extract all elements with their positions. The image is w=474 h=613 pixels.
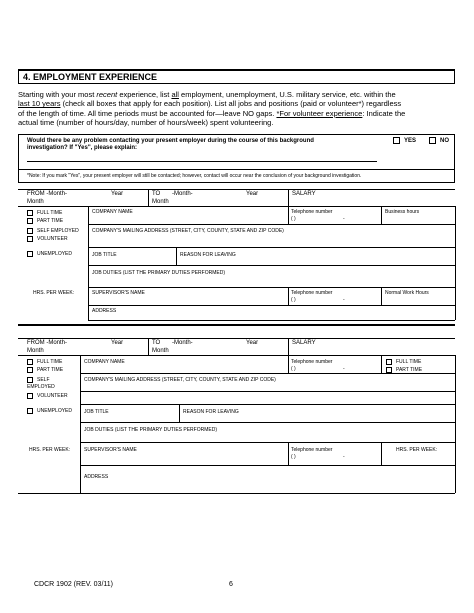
- company-name-label: COMPANY NAME: [84, 359, 125, 365]
- volunteer-checkbox[interactable]: [27, 236, 33, 242]
- business-hours-label: Business hours: [385, 209, 420, 215]
- job-duties-label: JOB DUTIES (LIST THE PRIMARY DUTIES PERFORMED): [84, 427, 217, 433]
- mailing-address-label: COMPANY'S MAILING ADDRESS (STREET, CITY, COUNTY, STATE AND ZIP CODE): [92, 228, 284, 234]
- reason-leaving-label: REASON FOR LEAVING: [183, 409, 239, 415]
- volunteer-checkbox[interactable]: [27, 393, 33, 399]
- note-divider: [18, 169, 455, 170]
- from-year-label: Year: [111, 191, 124, 197]
- self-employed-checkbox[interactable]: [27, 377, 33, 383]
- hrs-per-week-right-label: HRS. PER WEEK:: [396, 447, 438, 453]
- job-title-label: JOB TITLE: [92, 252, 117, 258]
- self-employed-label: SELF EMPLOYED: [37, 228, 79, 234]
- address-label: ADDRESS: [92, 308, 117, 314]
- full-time-label-right: FULL TIME: [396, 359, 422, 365]
- intro-text-run: : Indicate the: [362, 108, 406, 118]
- intro-text-run: employment, unemployment, U.S. military service, etc. within the: [178, 90, 396, 99]
- intro-text-run: Starting with your most: [18, 90, 97, 99]
- full-time-checkbox-right[interactable]: [386, 359, 392, 365]
- to-year-label: Year: [246, 340, 259, 346]
- intro-line: [18, 90, 458, 99]
- telephone-paren: ( ): [291, 216, 296, 222]
- block-separator: [18, 324, 455, 326]
- intro-text-run: all: [171, 90, 179, 99]
- full-time-checkbox[interactable]: [27, 359, 33, 365]
- hrs-per-week-label: HRS. PER WEEK:: [33, 290, 75, 296]
- reason-leaving-label: REASON FOR LEAVING: [180, 252, 236, 258]
- telephone-paren: ( ): [291, 366, 296, 372]
- to-month-label: -Month-: [172, 340, 193, 346]
- address-label: ADDRESS: [84, 474, 109, 480]
- full-time-label: FULL TIME: [37, 359, 63, 365]
- yes-checkbox[interactable]: [393, 137, 400, 144]
- intro-text-run: recent: [96, 90, 118, 99]
- question-line-1: Would there be any problem contacting your present employer during the course of this background: [27, 138, 314, 144]
- intro-line: [18, 118, 458, 127]
- supervisor-telephone-dash: -: [343, 454, 345, 460]
- full-time-label: FULL TIME: [37, 210, 63, 216]
- page-number: 6: [229, 581, 233, 588]
- part-time-checkbox-right[interactable]: [386, 367, 392, 373]
- telephone-label: Telephone number: [291, 359, 333, 365]
- part-time-checkbox[interactable]: [27, 367, 33, 373]
- volunteer-label: VOLUNTEER: [37, 393, 68, 399]
- intro-text-run: (check all boxes that apply for each position). List all jobs and positions (paid or volunteer*) regardless: [60, 99, 402, 109]
- from-month-sub: Month: [27, 348, 44, 354]
- supervisor-label: SUPERVISOR'S NAME: [84, 447, 137, 453]
- part-time-checkbox[interactable]: [27, 218, 33, 224]
- supervisor-telephone-label: Telephone number: [291, 290, 333, 296]
- supervisor-telephone-paren: ( ): [291, 297, 296, 303]
- self-employed-checkbox[interactable]: [27, 228, 33, 234]
- from-month-label: FROM -Month-: [27, 340, 68, 346]
- salary-label: SALARY: [292, 340, 316, 346]
- employed-label: EMPLOYED: [27, 384, 55, 390]
- intro-text-run: of the length of time. All time periods must be accounted for—leave NO gaps.: [18, 108, 277, 118]
- full-time-checkbox[interactable]: [27, 210, 33, 216]
- supervisor-label: SUPERVISOR'S NAME: [92, 290, 145, 296]
- to-month-sub: Month: [152, 199, 169, 205]
- from-year-label: Year: [111, 340, 124, 346]
- question-line-2: investigation? If "Yes", please explain:: [27, 145, 138, 151]
- to-year-label: Year: [246, 191, 259, 197]
- part-time-label: PART TIME: [37, 367, 64, 373]
- telephone-label: Telephone number: [291, 209, 333, 215]
- part-time-label: PART TIME: [37, 218, 64, 224]
- intro-text: [18, 90, 458, 128]
- volunteer-note: *Note: If you mark "Yes", your present employer will still be contacted; however, contact will occur near the conclusion of your background investigation.: [27, 173, 362, 179]
- intro-text-run: last 10 years: [18, 99, 61, 109]
- telephone-dash: -: [343, 366, 345, 372]
- supervisor-telephone-paren: ( ): [291, 454, 296, 460]
- unemployed-label: UNEMPLOYED: [37, 251, 73, 257]
- section-title: 4. EMPLOYMENT EXPERIENCE: [23, 72, 158, 82]
- self-label: SELF: [37, 377, 50, 383]
- telephone-dash: -: [343, 216, 345, 222]
- from-month-sub: Month: [27, 199, 44, 205]
- unemployed-label: UNEMPLOYED: [37, 408, 73, 414]
- unemployed-checkbox[interactable]: [27, 251, 33, 257]
- part-time-label-right: PART TIME: [396, 367, 423, 373]
- intro-text-run: actual time (number of hours/day, number of hours/week) spent volunteering.: [18, 118, 274, 128]
- explain-line[interactable]: [27, 161, 377, 162]
- hrs-per-week-label: HRS. PER WEEK:: [29, 447, 71, 453]
- no-label: NO: [440, 138, 449, 144]
- no-checkbox[interactable]: [429, 137, 436, 144]
- form-id: CDCR 1902 (REV. 03/11): [34, 581, 113, 588]
- intro-line: [18, 99, 458, 108]
- supervisor-telephone-dash: -: [343, 297, 345, 303]
- intro-line: [18, 109, 458, 118]
- supervisor-telephone-label: Telephone number: [291, 447, 333, 453]
- mailing-address-label: COMPANY'S MAILING ADDRESS (STREET, CITY, COUNTY, STATE AND ZIP CODE): [84, 377, 276, 383]
- unemployed-checkbox[interactable]: [27, 408, 33, 414]
- to-label: TO: [152, 340, 161, 346]
- job-title-label: JOB TITLE: [84, 409, 109, 415]
- volunteer-label: VOLUNTEER: [37, 236, 68, 242]
- intro-text-run: *For volunteer experience: [276, 108, 363, 118]
- company-name-label: COMPANY NAME: [92, 209, 133, 215]
- salary-label: SALARY: [292, 191, 316, 197]
- to-label: TO: [152, 191, 161, 197]
- job-duties-label: JOB DUTIES (LIST THE PRIMARY DUTIES PERFORMED): [92, 270, 225, 276]
- yes-label: YES: [404, 138, 417, 144]
- to-month-sub: Month: [152, 348, 169, 354]
- to-month-label: -Month-: [172, 191, 193, 197]
- normal-hours-label: Normal Work Hours: [385, 290, 429, 296]
- intro-text-run: experience, list: [117, 90, 172, 99]
- from-month-label: FROM -Month-: [27, 191, 68, 197]
